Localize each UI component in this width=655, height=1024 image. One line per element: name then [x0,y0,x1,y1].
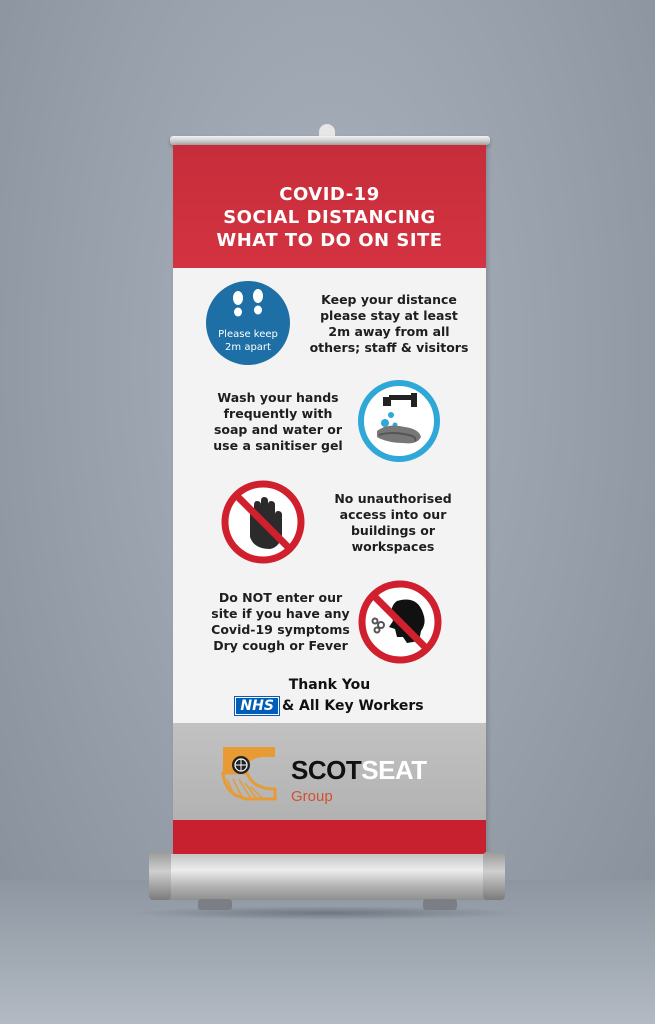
title-line-1: COVID-19 [279,184,380,205]
section-distance-text [296,292,482,356]
stand-foot-right [423,899,457,910]
stand-base [150,854,504,900]
text-line: please stay at least [320,308,458,323]
title-line-3: WHAT TO DO ON SITE [216,230,443,251]
thank-you-text: Thank You [288,677,371,693]
banner-title [173,183,486,252]
stand-top-rail [170,136,490,145]
text-pre: Do [218,590,243,605]
key-workers-text: & All Key Workers [281,698,424,714]
brand-name [291,755,427,786]
text-line: 2m away from all [328,324,450,339]
no-entry-hand-icon [220,479,306,565]
brand-scot: SCOT [291,755,362,785]
title-line-2: SOCIAL DISTANCING [223,207,436,228]
caption-line-1: Please keep [218,329,278,340]
no-cough-icon [357,579,443,665]
brand-seat: SEAT [361,755,427,785]
caption-line-2: 2m apart [225,342,271,353]
text-line: others; staff & visitors [309,340,469,355]
text-line: Wash your hands [217,390,339,405]
stand-base-cap-left [149,852,171,900]
text-line: site if you have any [211,606,350,621]
stand-shadow [130,906,525,920]
text-line: access into our [339,507,447,522]
text-line: Covid-19 symptoms [211,622,350,637]
text-line: frequently with [223,406,333,421]
text-emphasis: NOT [242,590,272,605]
stand-base-cap-right [483,852,505,900]
banner-header [173,145,486,268]
banner-footer-red [173,820,486,857]
brand-group: Group [291,788,333,805]
text-line: Dry cough or Fever [213,638,348,653]
text-line: No unauthorised [334,491,452,506]
text-line: use a sanitiser gel [213,438,343,453]
text-line: buildings or [350,523,436,538]
hand-washing-icon [357,379,441,463]
nhs-line [173,697,486,715]
roll-up-banner [173,145,486,857]
floor [0,880,655,1024]
section-wash-text [203,390,353,454]
text-line-1 [203,590,358,606]
text-line: workspaces [351,539,435,554]
text-line: Keep your distance [321,292,457,307]
section-symptoms-text [203,590,358,654]
text-post: enter our [271,590,343,605]
text-line: soap and water or [213,422,343,437]
footprints-caption [205,328,291,354]
nhs-logo: NHS [235,697,279,715]
scotseat-logo-icon [213,739,285,807]
stand-foot-left [198,899,232,910]
section-access-text [313,491,473,555]
